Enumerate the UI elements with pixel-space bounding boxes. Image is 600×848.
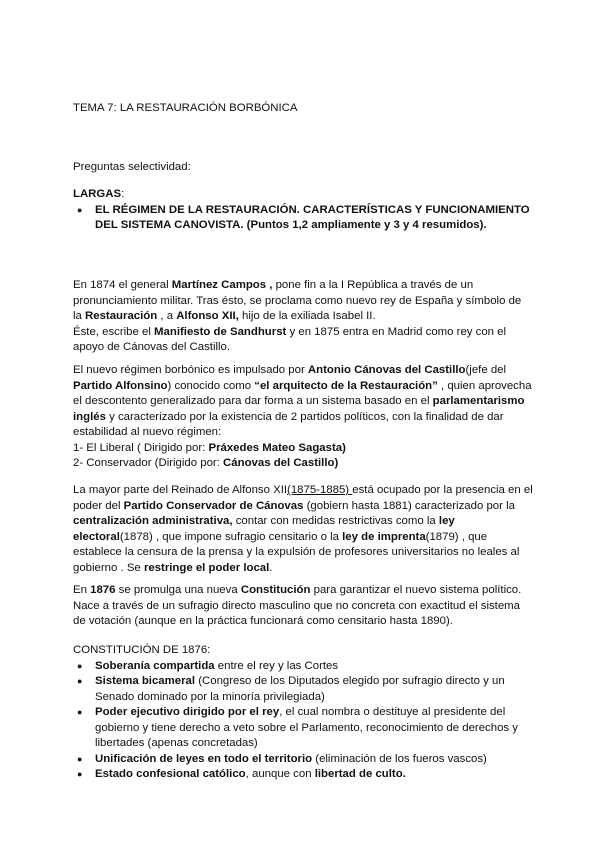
text-run: La mayor parte del Reinado de Alfonso XII [73, 484, 288, 496]
text-run: entre el rey y las Cortes [214, 659, 339, 672]
paragraph-canovas-body [73, 363, 533, 441]
text-run: Éste, escribe el [73, 325, 155, 338]
paragraph-intro-line1 [73, 278, 533, 325]
text-run: En [73, 584, 91, 596]
text-run: , quien aprovecha el descontento generalizado para dar forma a un sistema basado en el [73, 379, 532, 407]
bold-run: “el arquitecto de la Restauración” [254, 379, 438, 392]
bold-run: ley de imprenta [342, 530, 426, 543]
underlined-run: (1875-1885) [287, 484, 353, 496]
bold-run: Restauración [85, 310, 158, 322]
bold-run: 1876 [90, 584, 116, 596]
text-run: contar con medidas restrictivas como la [232, 515, 439, 527]
largas-heading [73, 187, 533, 203]
bold-run: Práxedes Mateo Sagasta) [208, 441, 346, 454]
paragraph-canovas [73, 363, 533, 472]
text-run: . [269, 561, 273, 574]
text-run: 2- Conservador (Dirigido por: [73, 457, 224, 469]
constitucion-item [73, 767, 533, 783]
paragraph-intro-line2 [73, 325, 533, 356]
text-run: (1878) , que impone sufragio censitario o la [119, 530, 343, 543]
text-run: y en 1875 entra en Madrid como rey con el apoyo de Cánovas del Castillo. [73, 325, 507, 353]
constitucion-item [73, 752, 533, 768]
text-run: y caracterizado por la existencia de 2 partidos políticos, con la finalidad de dar estabilidad al nuevo régimen: [73, 410, 504, 438]
paragraph-reinado [73, 483, 533, 576]
text-run: pone fin a la I República a través de un pronunciamiento militar. Tras ésto, se proclama como nuevo rey de España y símbolo de la [73, 279, 522, 322]
bold-run: parlamentarismo inglés [73, 395, 525, 423]
preguntas-text: Preguntas selectividad: [73, 161, 191, 173]
party-conservador [73, 456, 533, 472]
text-run: ) conocido como [167, 379, 255, 392]
text-run: En 1874 el general [73, 279, 172, 291]
bold-run: Partido Alfonsino [73, 379, 168, 392]
constitucion-list [73, 659, 533, 783]
bold-run: Partido Conservador de Cánovas [123, 499, 304, 512]
bold-run: Martínez Campos , [171, 279, 273, 291]
paragraph-reinado-body [73, 483, 533, 576]
bold-run: Antonio Cánovas del Castillo [307, 364, 466, 376]
text-run: , a [157, 310, 177, 322]
bold-run: Estado confesional católico [95, 768, 246, 780]
text-run: (gobiern hasta 1881) caracterizado por la [303, 499, 515, 512]
title-text: TEMA 7: LA RESTAURACIÓN BORBÓNICA [73, 102, 298, 114]
constitucion-heading: CONSTITUCIÓN DE 1876: [73, 644, 211, 656]
party-liberal [73, 441, 533, 457]
text-run: hijo de la exiliada Isabel II. [238, 310, 376, 322]
bold-run: centralización administrativa, [73, 515, 233, 527]
preguntas-label [73, 160, 533, 176]
document-title [73, 101, 533, 117]
largas-list [73, 203, 533, 234]
bold-run: Poder ejecutivo dirigido por el rey [95, 706, 280, 718]
bold-run: libertad de culto. [314, 768, 406, 780]
largas-heading-text: LARGAS [73, 188, 122, 200]
bold-run: Unificación de leyes en todo el territorio [95, 752, 313, 765]
text-run: (jefe del [465, 364, 507, 376]
largas-colon: : [121, 188, 125, 200]
constitucion-item [73, 659, 533, 675]
paragraph-constitucion [73, 583, 533, 630]
bold-run: Soberanía compartida [95, 659, 215, 672]
bold-run: restringe el poder local [143, 561, 270, 574]
text-run: 1- El Liberal ( Dirigido por: [73, 441, 209, 454]
bold-run: Manifiesto de Sandhurst [154, 325, 287, 338]
text-run: (1879) , que establece la censura de la prensa y la expulsión de profesores universitarios no leales al gobierno . Se [73, 530, 520, 574]
text-run: El nuevo régimen borbónico es impulsado por [73, 364, 308, 376]
constitucion-item [73, 705, 533, 752]
bold-run: Alfonso XII, [176, 310, 239, 322]
paragraph-constitucion-body [73, 583, 533, 630]
bold-run: Cánovas del Castillo) [223, 457, 339, 469]
bold-run: ley electoral [73, 515, 455, 543]
text-run: está ocupado por la presencia en el poder del [73, 484, 533, 512]
largas-item: ● EL RÉGIMEN DE LA RESTAURACIÓN. CARACTERÍSTICAS Y FUNCIONAMIENTO DEL SISTEMA CANOVISTA. (Puntos 1,2 ampliamente y 3 y 4 resumidos). [73, 203, 533, 234]
text-run: (eliminación de los fueros vascos) [312, 752, 487, 765]
largas-section [73, 187, 533, 234]
constitucion-item [73, 674, 533, 705]
bold-run: Constitución [240, 584, 311, 596]
constitucion-section [73, 643, 533, 783]
text-run: , aunque con [245, 768, 315, 780]
text-run: , el cual nombra o destituye al presidente del gobierno y tiene derecho a veto sobre el Parlamento, reconocimiento de derechos y libertades (apenas concretadas) [95, 706, 518, 749]
bold-run: Sistema bicameral [95, 675, 196, 687]
paragraph-intro [73, 278, 533, 356]
text-run: se promulga una nueva [115, 584, 241, 596]
text-run: para garantizar el nuevo sistema político. Nace a través de un sufragio directo masculino que no concreta con exactitud el sistema de votación (aunque en la práctica funcionará como censitario hasta 1890). [73, 584, 522, 627]
text-run: (Congreso de los Diputados elegido por sufragio directo y un Senado dominado por la minoría privilegiada) [95, 675, 505, 703]
